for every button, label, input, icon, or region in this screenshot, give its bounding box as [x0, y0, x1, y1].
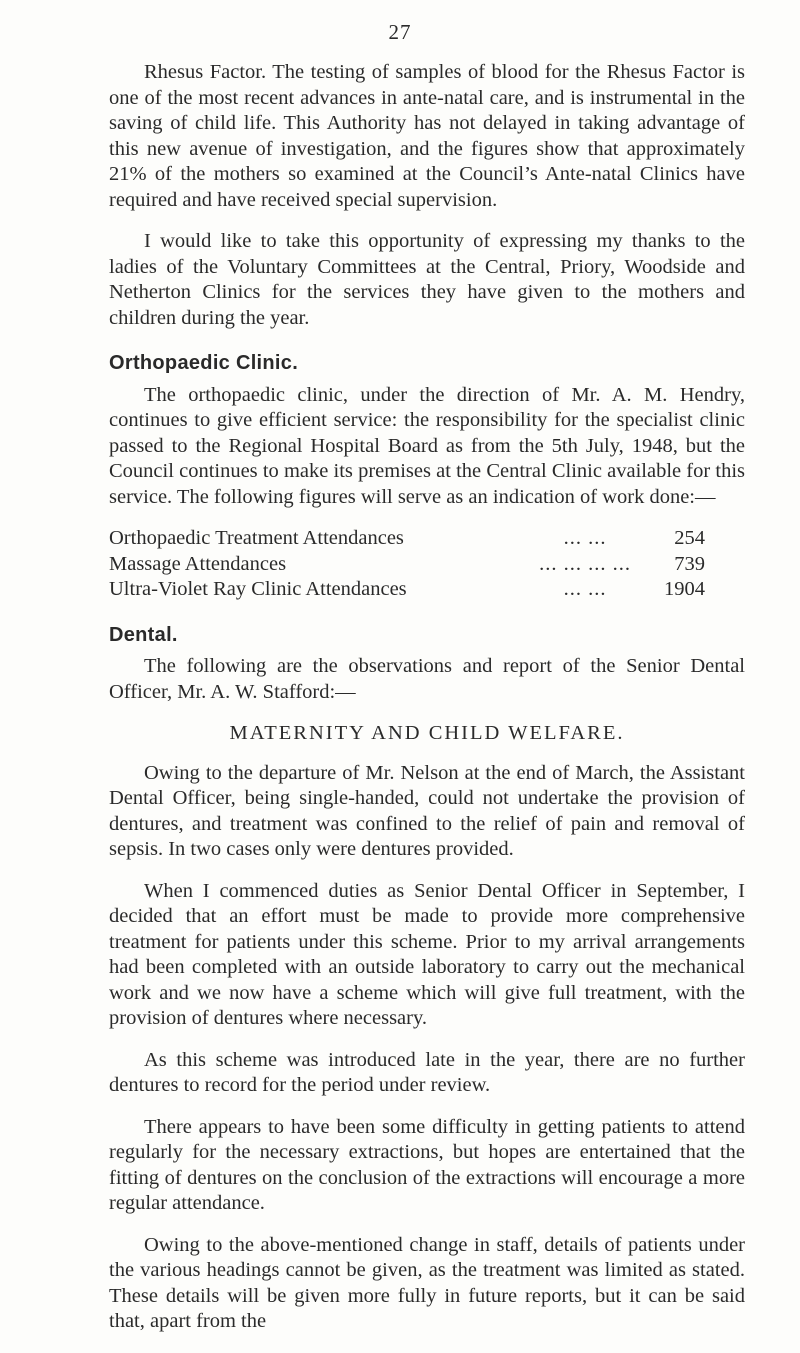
rhesus-factor-paragraph: Rhesus Factor. The testing of samples of blood for the Rhesus Factor is one of the most recent advances in ante-natal care, and is instrumental in the saving of child life. This Authority has not delayed in taking advantage of this new avenue of investigation, and the figures show that approximately 21% of the mothers so examined at the Council’s Ante-natal Clinics have required and have received special supervision.: [109, 61, 745, 211]
table-row: [109, 526, 705, 552]
dental-paragraph: Owing to the departure of Mr. Nelson at the end of March, the Assistant Dental Officer, being single-handed, could not undertake the provision of dentures, and treatment was confined to the relief of pain and removal of sepsis. In two cases only were dentures provided.: [109, 761, 745, 860]
orthopaedic-paragraph: The orthopaedic clinic, under the direction of Mr. A. M. Hendry, continues to give efficient service: the responsibility for the specialist clinic passed to the Regional Hospital Board as from the 5th July, 1948, but the Council continues to make its premises at the Central Clinic available for this service. The following figures will serve as an indication of work done:—: [109, 383, 745, 508]
table-row: [109, 552, 705, 578]
row-leader-dots: ... ...: [563, 527, 607, 549]
row-value: 1904: [664, 578, 705, 600]
page-content: [109, 60, 745, 1351]
orthopaedic-figures-table: [109, 526, 705, 603]
dental-paragraph: There appears to have been some difficulty in getting patients to attend regularly for the necessary extractions, but hopes are entertained that the fitting of dentures on the conclusion of the extractions will encourage a more regular attendance.: [109, 1115, 745, 1214]
table-row: [109, 577, 705, 603]
dental-paragraph: Owing to the above-mentioned change in staff, details of patients under the various headings cannot be given, as the treatment was limited as stated. These details will be given more fully in future reports, but it can be said that, apart from the: [109, 1233, 745, 1332]
row-value: 254: [674, 527, 705, 549]
thanks-paragraph: I would like to take this opportunity of expressing my thanks to the ladies of the Voluntary Committees at the Central, Priory, Woodside and Netherton Clinics for the services they have given to the mothers and children during the year.: [109, 230, 745, 329]
dental-paragraph: When I commenced duties as Senior Dental Officer in September, I decided that an effort must be made to provide more comprehensive treatment for patients under this scheme. Prior to my arrival arrangements had been completed with an outside laboratory to carry out the mechanical work and we now have a scheme which will give full treatment, with the provision of dentures where necessary.: [109, 879, 745, 1029]
row-leader-dots: ... ... ... ...: [539, 552, 631, 575]
row-label: Ultra-Violet Ray Clinic Attendances: [109, 578, 407, 600]
row-label: Orthopaedic Treatment Attendances: [109, 527, 404, 549]
dental-paragraph: As this scheme was introduced late in the year, there are no further dentures to record for the period under review.: [109, 1048, 745, 1096]
row-leader-dots: ... ...: [563, 578, 607, 600]
page-number: 27: [388, 20, 412, 44]
row-value: 739: [674, 552, 705, 575]
row-label: Massage Attendances: [109, 552, 287, 575]
maternity-child-welfare-heading: MATERNITY AND CHILD WELFARE.: [229, 722, 625, 744]
orthopaedic-heading: Orthopaedic Clinic.: [109, 352, 299, 374]
dental-intro-paragraph: The following are the observations and report of the Senior Dental Officer, Mr. A. W. Stafford:—: [109, 655, 745, 703]
dental-heading: Dental.: [109, 623, 178, 646]
